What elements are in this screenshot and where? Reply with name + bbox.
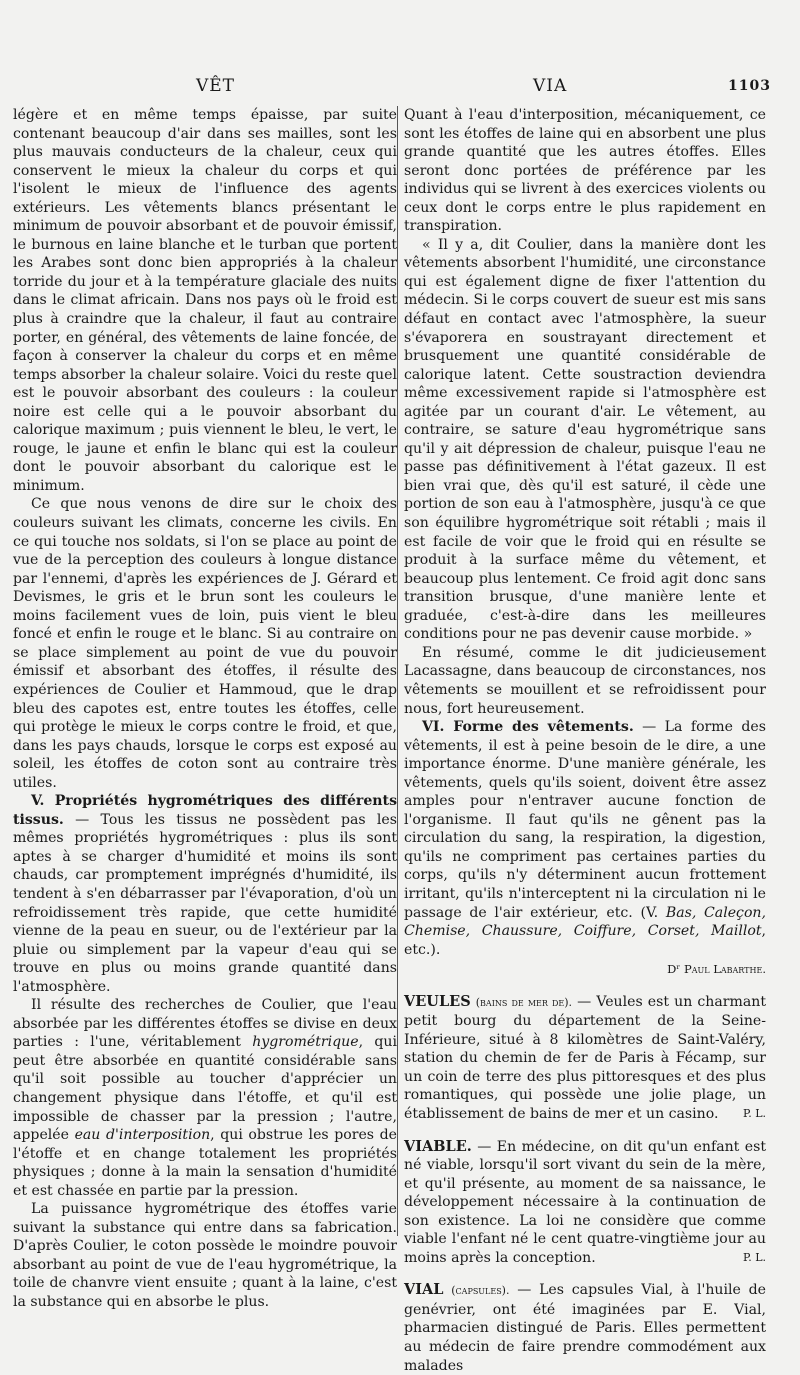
text-run: , qui obstrue les pores de l'étoffe et en change totalement les propriétés physiques ; donne à la main la sensation d'humidité et est chassée en partie par la pression. — [13, 1127, 397, 1199]
running-head-right: VIA — [533, 76, 568, 96]
text-run: , qui peut être absorbée en quantité considérable sans qu'il soit possible au toucher d'apprécier un changement physique dans l'étoffe, et qu'il est impossible de chasser par la pression ; l'autre, appelée — [13, 1034, 397, 1144]
entry-text: — En médecine, on dit qu'un enfant est né viable, lorsqu'il sort vivant du sein de la mère, et qu'il présente, au moment de sa naissance, le développement nécessaire à la continuation de son existence. La loi ne considère que comme viable l'enfant né le cent quatre-vingtième jour au moins après la conception. — [404, 1138, 766, 1266]
author-signature: Dʳ Paul Labarthe. — [667, 962, 766, 977]
right-column — [404, 106, 766, 1375]
entry-headword: VIAL — [404, 1281, 444, 1299]
entry-viable — [404, 1138, 766, 1268]
left-paragraph-5: La puissance hygrométrique des étoffes varie suivant la substance qui entre dans sa fabrication. D'après Coulier, le coton possède le moindre pouvoir absorbant au point de vue de l'eau hygrométrique, la toile de chanvre vient ensuite ; quant à la laine, c'est la substance qui en absorbe le plus. — [13, 1201, 397, 1310]
right-paragraph-1: Quant à l'eau d'interposition, mécaniquement, ce sont les étoffes de laine qui en absorbent une plus grande quantité que les autres étoffes. Elles seront donc portées de préférence par les individus qui se livrent à des exercices violents ou ceux dont le corps entre le plus rapidement en transpiration. — [404, 107, 766, 235]
italic-term: hygrométrique — [252, 1034, 359, 1051]
coulier-quote: « Il y a, dit Coulier, dans la manière dont les vêtements absorbent l'humidité, une circonstance qui est également digne de fixer l'attention du médecin. Si le corps couvert de sueur est mis sans défaut en contact avec l'atmosphère, la sueur s'évaporera en soustrayant directement et brusquement une quantité considérable de calorique latent. Cette soustraction deviendra même excessivement rapide si l'atmosphère est agitée par un courant d'air. Le vêtement, au contraire, se sature d'eau hygrométrique sans qu'il y ait dépression de chaleur, puisque l'eau ne passe pas définitivement à l'état gazeux. Il est bien vrai que, dès qu'il est saturé, il cède une portion de son eau à l'atmosphère, jusqu'à ce que son équilibre hygrométrique soit rétabli ; mais il est facile de voir que le froid qui en résulte se produit à la surface même du vêtement, et beaucoup plus lentement. Ce froid agit donc sans transition brusque, d'une manière lente et graduée, c'est-à-dire dans les meilleures conditions pour ne pas devenir cause morbide. » — [404, 236, 766, 643]
italic-term: eau d'interposition — [74, 1127, 211, 1144]
entry-vial — [404, 1281, 766, 1375]
text-run: Il résulte des recherches de Coulier, que l'eau absorbée par les différentes étoffes se divise en deux parties : l'une, véritablement — [13, 997, 397, 1051]
entry-signature: P. L. — [743, 1250, 766, 1264]
column-rule — [397, 106, 398, 1236]
section-v-text: — Tous les tissus ne possèdent pas les mêmes propriétés hygrométriques : plus ils sont aptes à se charger d'humidité et moins ils sont chauds, car promptement imprégnés d'humidité, ils tendent à s'en débarrasser par l'évaporation, d'où un refroidissement très rapide, que cette humidité vienne de la peau en sueur, ou de l'extérieur par la pluie ou simplement par la vapeur d'eau qui se trouve en plus ou moins grande quantité dans l'atmosphère. — [13, 811, 397, 995]
entry-veules — [404, 993, 766, 1124]
right-paragraph-3: En résumé, comme le dit judicieusement Lacassagne, dans beaucoup de circonstances, nos vêtements se mouillent et se refroidissent pour nous, fort heureusement. — [404, 644, 766, 717]
left-paragraph-4 — [13, 996, 397, 1200]
entry-text: — Les capsules Vial, à l'huile de genévrier, ont été imaginées par E. Vial, pharmacien distingué de Paris. Elles permettent au médecin de faire prendre commodément aux malades — [404, 1282, 766, 1374]
entry-qualifier: (bains de mer de). — [475, 995, 573, 1009]
cross-references: Bas, Caleçon, Chemise, Chaussure, Coiffure, Corset, Maillot — [404, 904, 766, 940]
section-v — [13, 792, 397, 996]
text-run: , etc.). — [404, 923, 766, 958]
section-v-heading: V. Propriétés hygrométriques des différents tissus. — [13, 793, 397, 828]
entry-headword: VEULES — [404, 992, 471, 1010]
page-number: 1103 — [728, 78, 771, 94]
entry-signature: P. L. — [743, 1106, 766, 1120]
text-run: — La forme des vêtements, il est à peine besoin de le dire, a une importance énorme. D'une manière générale, les vêtements, quels qu'ils soient, doivent être assez amples pour n'entraver aucune fonction de l'organisme. Il faut qu'ils ne gênent pas la circulation du sang, la respiration, la digestion, qu'ils ne compriment pas certaines parties du corps, qu'ils n'y déterminent aucun frottement irritant, qu'ils n'interceptent ni la circulation ni le passage de l'air extérieur, etc. (V. — [404, 719, 767, 921]
entry-text: — Veules est un charmant petit bourg du département de la Seine-Inférieure, situé à 8 kilomètres de Saint-Valéry, station du chemin de fer de Paris à Fécamp, sur un coin de terre des plus pittoresques et des plus romantiques, qui possède une jolie plage, un établissement de bains de mer et un casino. — [404, 993, 766, 1122]
left-paragraph-1: légère et en même temps épaisse, par suite contenant beaucoup d'air dans ses mailles, sont les plus mauvais conducteurs de la chaleur, ceux qui conservent le mieux la chaleur du corps et qui l'isolent le mieux de l'influence des agents extérieurs. Les vêtements blancs présentant le minimum de pouvoir absorbant et de pouvoir émissif, le burnous en laine blanche et le turban que portent les Arabes sont donc bien appropriés à la chaleur torride du jour et à la température glaciale des nuits dans le climat africain. Dans nos pays où le froid est plus à craindre que la chaleur, il faut au contraire porter, en général, des vêtements de laine foncée, de façon à conserver la chaleur du corps et en même temps absorber la chaleur solaire. Voici du reste quel est le pouvoir absorbant des couleurs : la couleur noire est celle qui a le pouvoir absorbant du calorique maximum ; puis viennent le bleu, le vert, le rouge, le jaune et enfin le blanc qui est la couleur dont le pouvoir absorbant du calorique est le minimum. — [13, 107, 397, 494]
section-vi-heading: VI. Forme des vêtements. — [422, 719, 634, 736]
left-column — [13, 106, 397, 1312]
left-paragraph-2: Ce que nous venons de dire sur le choix des couleurs suivant les climats, concerne les civils. En ce qui touche nos soldats, si l'on se place au point de vue de la perception des couleurs à longue distance par l'ennemi, d'après les expériences de J. Gérard et Devismes, le gris et le brun sont les couleurs le moins facilement vues de loin, puis vient le bleu foncé et enfin le rouge et le blanc. Si au contraire on se place simplement au point de vue du pouvoir émissif et absorbant des étoffes, il résulte des expériences de Coulier et Hammoud, que le drap bleu des capotes est, entre toutes les étoffes, celle qui protège le mieux le corps contre le froid, et que, dans les pays chauds, lorsque le corps est exposé au soleil, les étoffes de coton sont au contraire très utiles. — [13, 496, 397, 791]
section-vi — [404, 718, 766, 959]
running-head-left: VÊT — [196, 76, 236, 96]
entry-headword: VIABLE. — [404, 1137, 472, 1155]
entry-qualifier: (capsules). — [451, 1284, 510, 1298]
